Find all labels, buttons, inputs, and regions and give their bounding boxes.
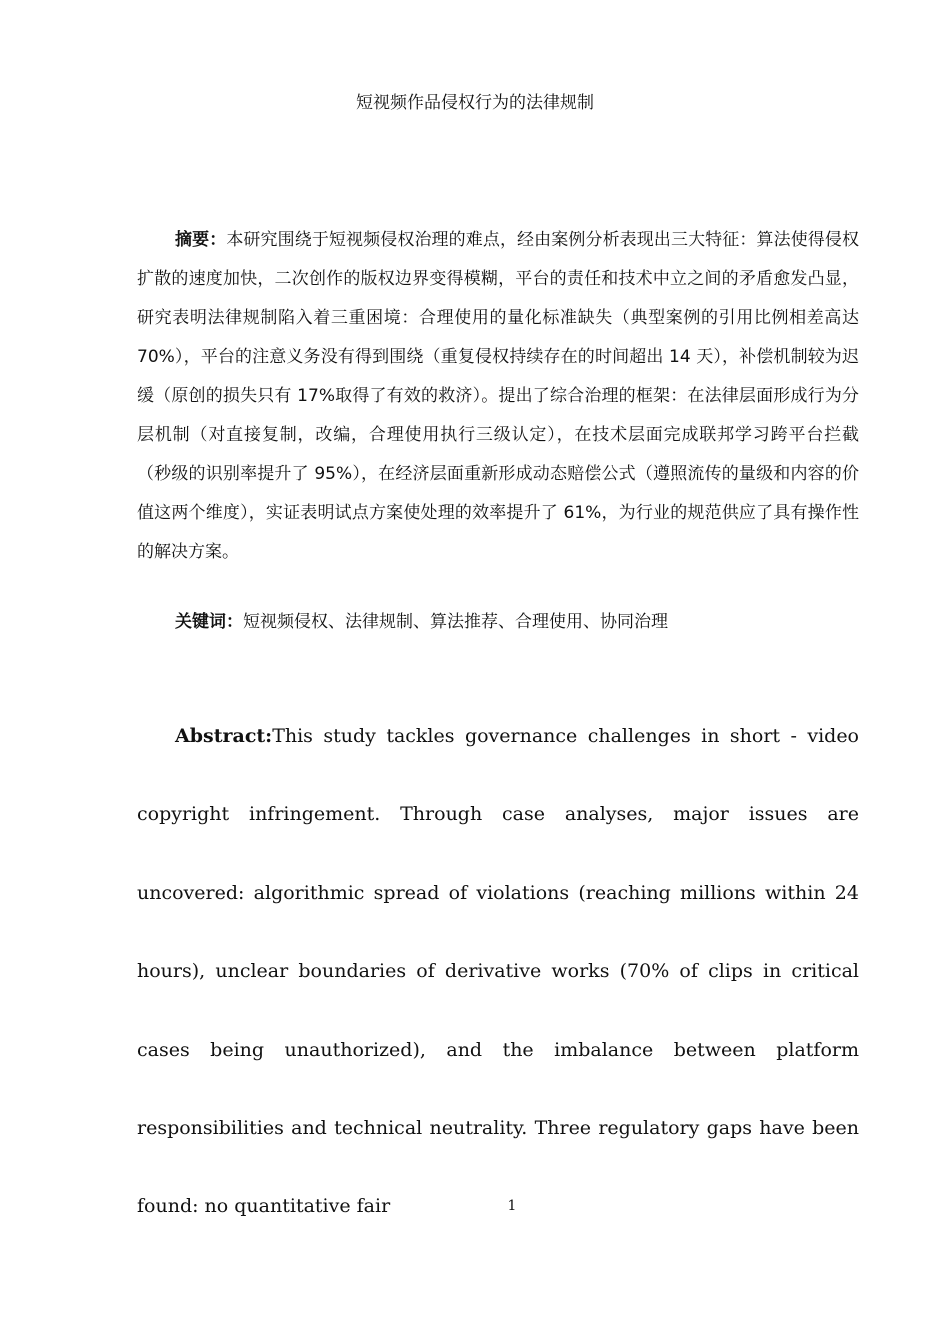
paper-title: 短视频作品侵权行为的法律规制 [356,93,594,113]
chinese-abstract-text: 本研究围绕于短视频侵权治理的难点，经由案例分析表现出三大特征：算法使得侵权扩散的速度加快，二次创作的版权边界变得模糊，平台的责任和技术中立之间的矛盾愈发凸显，研究表明法律规制陷入着三重困境：合理使用的量化标准缺失（典型案例的引用比例相差高达 70%），平台的注意义务没有得到围绕（重复侵权持续存在的时间超出 14 天），补偿机制较为迟缓（原创的损失只有 17%取得了有效的救济）。提出了综合治理的框架：在法律层面形成行为分层机制（对直接复制，改编，合理使用执行三级认定），在技术层面完成联邦学习跨平台拦截（秒级的识别率提升了 95%），在经济层面重新形成动态赔偿公式（遵照流传的量级和内容的价值这两个维度），实证表明试点方案使处理的效率提升了 61%，为行业的规范供应了具有操作性的解决方案。 [137,230,860,562]
chinese-keywords-label: 关键词： [175,612,243,632]
english-abstract [137,697,859,1246]
chinese-abstract-label: 摘要： [175,230,227,250]
chinese-keywords [137,603,859,642]
english-abstract-label: Abstract: [175,725,273,747]
chinese-keywords-text: 短视频侵权、法律规制、算法推荐、合理使用、协同治理 [243,612,668,632]
page-number: 1 [507,1198,517,1214]
chinese-abstract [137,221,859,572]
english-abstract-text: This study tackles governance challenges in short - video copyright infringement. Through case analyses, major issues are uncovered: algorithmic spread of violations (reaching millions within 24 hours), unclear boundaries of derivative works (70% of clips in critical cases being unauthorized), and the imbalance between platform responsibilities and technical neutrality. Three regulatory gaps have been found: no quantitative fair [137,725,859,1218]
